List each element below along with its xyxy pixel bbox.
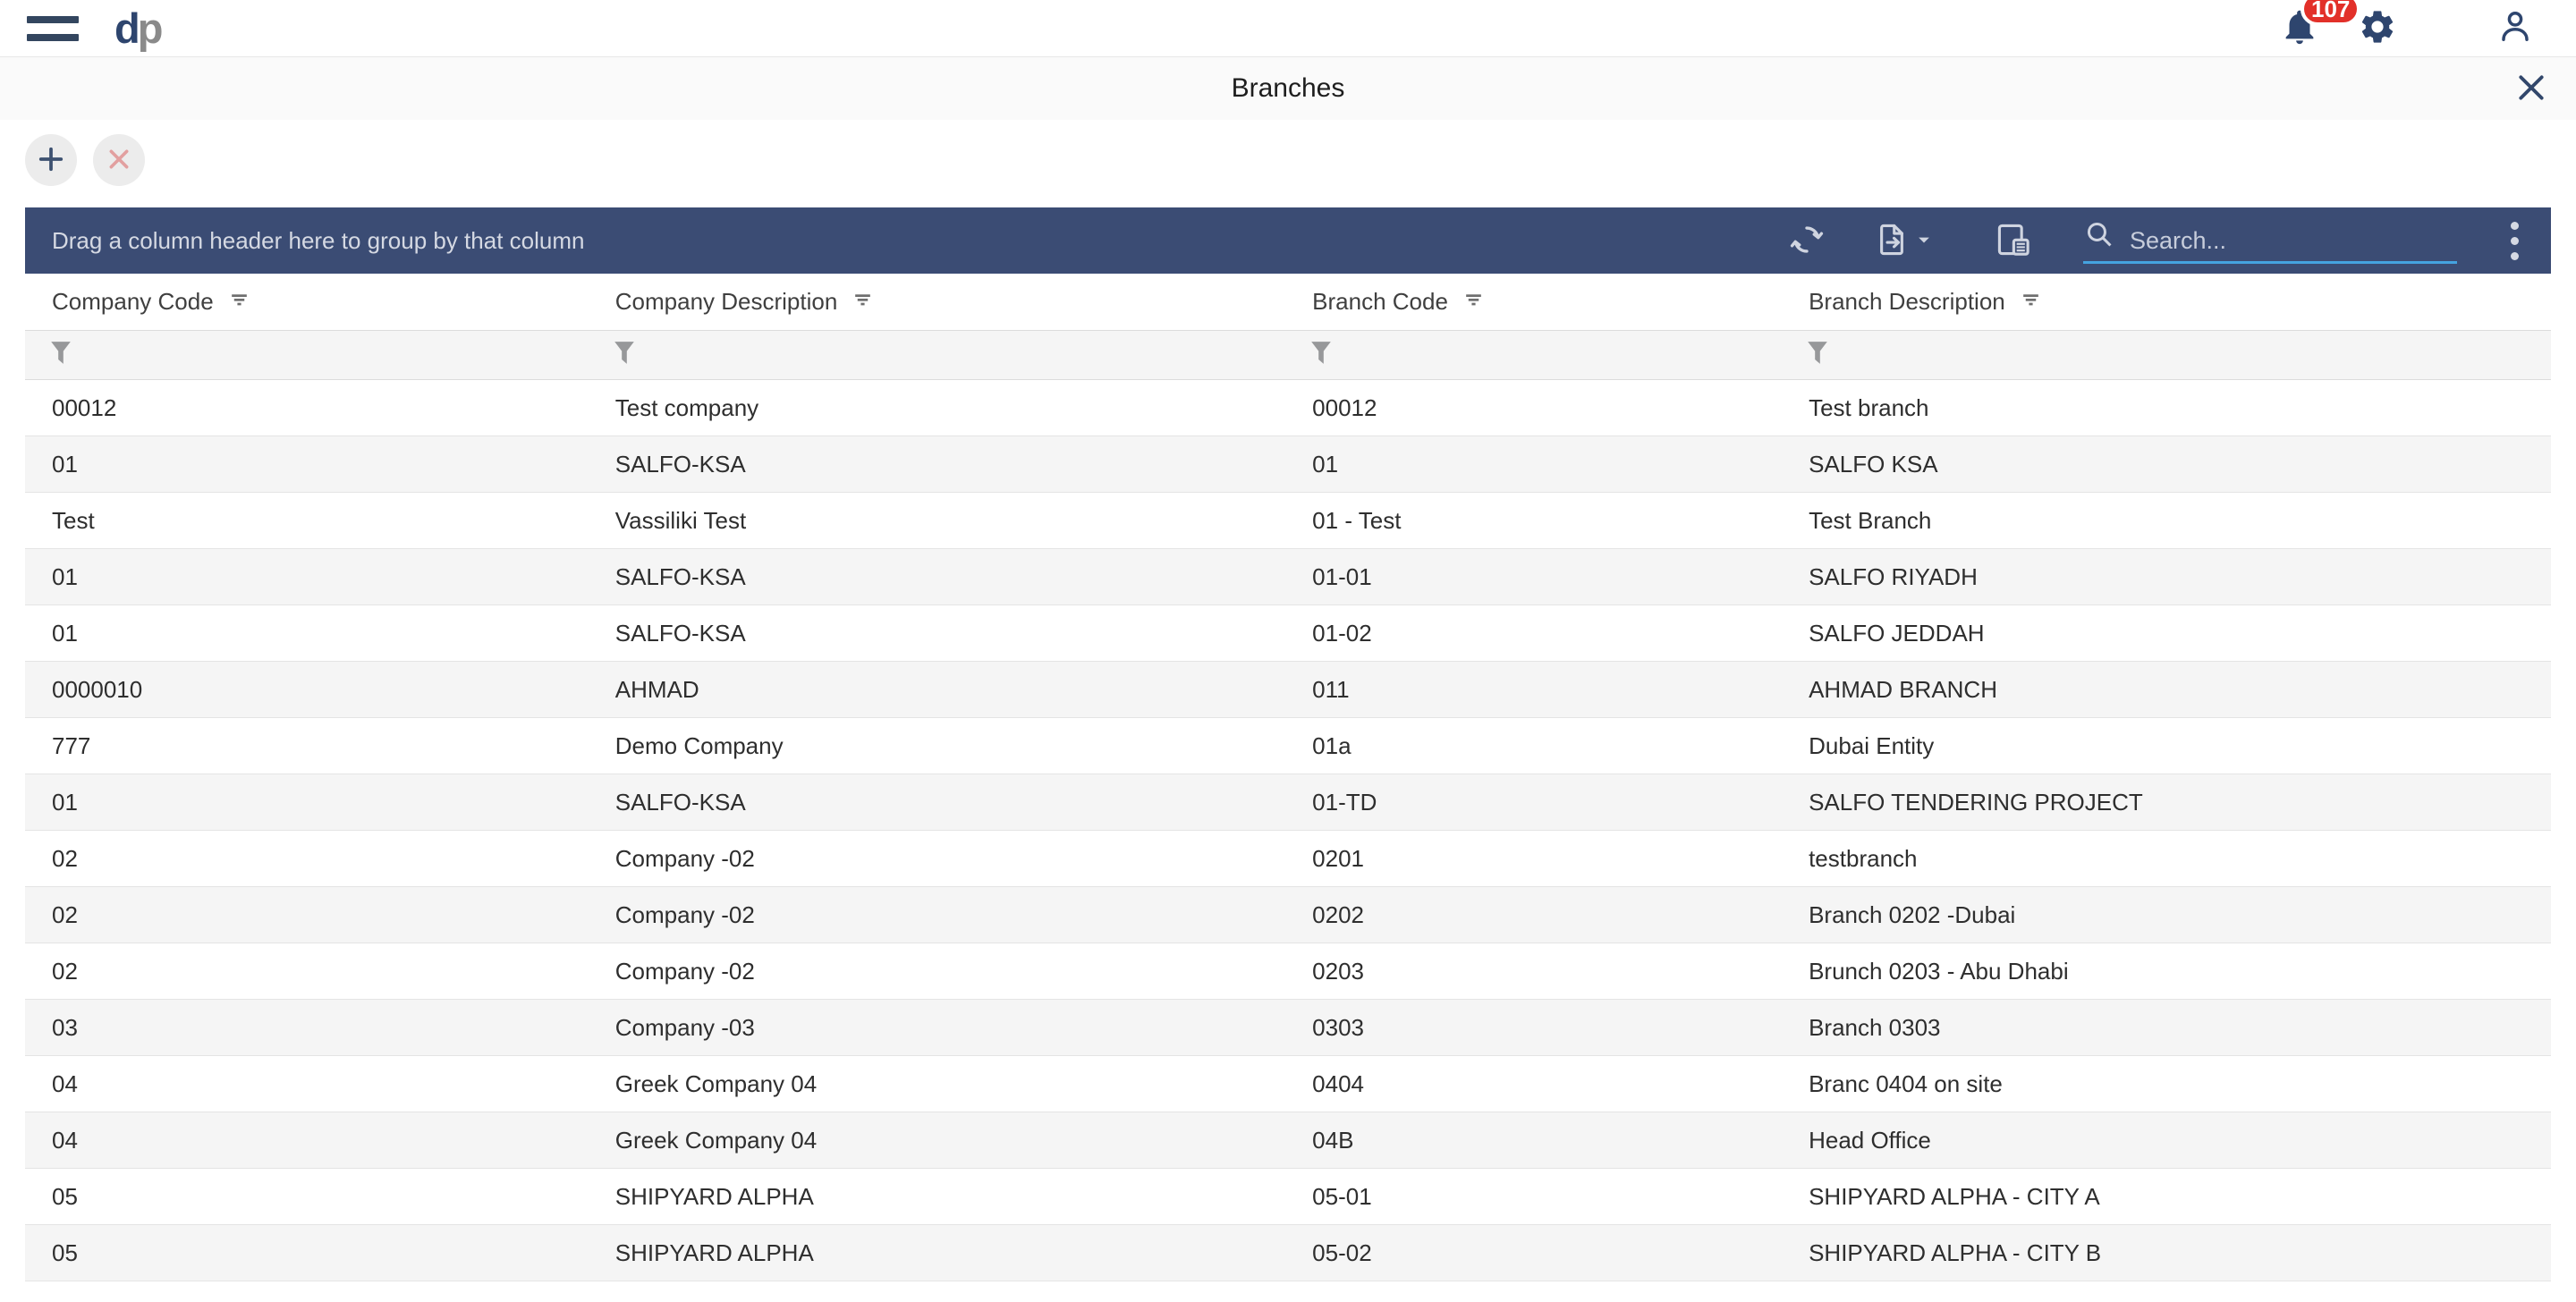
cell: SHIPYARD ALPHA — [614, 1239, 814, 1266]
app-logo — [114, 4, 161, 52]
cell: 05 — [52, 1182, 78, 1210]
grid-toolbar — [25, 207, 2551, 274]
table-row[interactable] — [25, 831, 2551, 887]
cell: Company -02 — [614, 957, 755, 985]
action-button-row — [25, 134, 2551, 186]
filter-cell-branch-code[interactable] — [1285, 341, 1782, 369]
cell: 011 — [1312, 675, 1350, 703]
settings-button[interactable] — [2358, 7, 2397, 49]
search-box — [2083, 218, 2457, 264]
table-header-row — [25, 274, 2551, 331]
delete-record-button[interactable] — [93, 134, 145, 186]
search-icon — [2083, 218, 2115, 255]
kebab-menu-icon[interactable] — [2502, 218, 2528, 264]
cell: 01-TD — [1312, 788, 1377, 816]
filter-row — [25, 331, 2551, 380]
refresh-icon — [1788, 221, 1826, 261]
column-header-branch-code[interactable] — [1285, 288, 1782, 317]
user-profile-icon — [2496, 7, 2535, 49]
funnel-filter-icon[interactable] — [1310, 341, 1332, 369]
cell: SALFO-KSA — [614, 788, 746, 816]
search-input[interactable] — [2130, 227, 2425, 255]
cell: SHIPYARD ALPHA - CITY A — [1809, 1182, 2100, 1210]
table-row[interactable] — [25, 605, 2551, 662]
table-row[interactable] — [25, 1169, 2551, 1225]
cell: SALFO-KSA — [614, 619, 746, 647]
cell: Test branch — [1809, 393, 1929, 421]
cell: Brunch 0203 - Abu Dhabi — [1809, 957, 2069, 985]
cell: 02 — [52, 844, 78, 872]
plus-icon — [35, 143, 67, 178]
cell: AHMAD — [614, 675, 699, 703]
cell: testbranch — [1809, 844, 1918, 872]
cell: 0202 — [1312, 900, 1365, 928]
column-header-label: Branch Description — [1809, 288, 2005, 315]
cell: 01-02 — [1312, 619, 1372, 647]
column-header-branch-description[interactable] — [1782, 288, 2551, 317]
cell: SHIPYARD ALPHA — [614, 1182, 814, 1210]
cell: 01 — [52, 788, 78, 816]
table-row[interactable] — [25, 887, 2551, 943]
funnel-filter-icon[interactable] — [50, 341, 72, 369]
table-row[interactable] — [25, 380, 2551, 436]
column-header-label: Branch Code — [1312, 288, 1448, 315]
funnel-filter-icon[interactable] — [614, 341, 635, 369]
column-chooser-icon — [1994, 220, 2033, 262]
cell: 05-02 — [1312, 1239, 1372, 1266]
export-icon — [1872, 220, 1911, 262]
close-page-button[interactable] — [2513, 70, 2549, 108]
column-header-company-description[interactable] — [589, 288, 1285, 317]
cell: 0201 — [1312, 844, 1365, 872]
logo-letter-d: d — [114, 4, 138, 52]
header-filter-icon[interactable] — [228, 288, 250, 317]
cell: 02 — [52, 900, 78, 928]
table-row[interactable] — [25, 943, 2551, 1000]
cell: SALFO RIYADH — [1809, 562, 1978, 590]
funnel-filter-icon[interactable] — [1807, 341, 1828, 369]
table-row[interactable] — [25, 1112, 2551, 1169]
cell: 04 — [52, 1126, 78, 1154]
cell: 0303 — [1312, 1013, 1365, 1041]
header-filter-icon[interactable] — [2020, 288, 2042, 317]
cell: 01 - Test — [1312, 506, 1402, 534]
cell: 0000010 — [52, 675, 143, 703]
title-bar — [0, 57, 2576, 120]
cell: SALFO TENDERING PROJECT — [1809, 788, 2143, 816]
hamburger-menu-icon[interactable] — [27, 16, 79, 41]
cell: 03 — [52, 1013, 78, 1041]
cell: Branc 0404 on site — [1809, 1070, 2003, 1097]
column-header-company-code[interactable] — [25, 288, 589, 317]
cell: 05-01 — [1312, 1182, 1372, 1210]
cell: 01 — [52, 450, 78, 478]
cell: 01 — [52, 619, 78, 647]
notifications-button[interactable] — [2279, 0, 2351, 50]
main-content — [0, 120, 2576, 1281]
cell: Branch 0202 -Dubai — [1809, 900, 2016, 928]
cell: Company -02 — [614, 900, 755, 928]
table-row[interactable] — [25, 774, 2551, 831]
filter-cell-branch-description[interactable] — [1782, 341, 2551, 369]
cell: SHIPYARD ALPHA - CITY B — [1809, 1239, 2102, 1266]
page-title: Branches — [1231, 73, 1345, 103]
branches-data-grid — [25, 207, 2551, 1281]
header-filter-icon[interactable] — [852, 288, 874, 317]
cell: Company -02 — [614, 844, 755, 872]
cell: Company -03 — [614, 1013, 755, 1041]
cell: 0404 — [1312, 1070, 1365, 1097]
cell: Demo Company — [614, 731, 784, 759]
notification-badge: 107 — [2301, 0, 2360, 26]
table-row[interactable] — [25, 493, 2551, 549]
top-navbar — [0, 0, 2576, 57]
cell: Head Office — [1809, 1126, 1931, 1154]
cell: 01-01 — [1312, 562, 1372, 590]
table-row[interactable] — [25, 436, 2551, 493]
cell: 04B — [1312, 1126, 1354, 1154]
cell: 04 — [52, 1070, 78, 1097]
table-row[interactable] — [25, 1225, 2551, 1281]
cell: SALFO JEDDAH — [1809, 619, 1985, 647]
cell: Test — [52, 506, 95, 534]
cell: Branch 0303 — [1809, 1013, 1941, 1041]
cell: SALFO-KSA — [614, 562, 746, 590]
cell: 777 — [52, 731, 91, 759]
cell: 05 — [52, 1239, 78, 1266]
export-button[interactable] — [1872, 220, 1936, 262]
cell: 01a — [1312, 731, 1352, 759]
filter-cell-company-description[interactable] — [589, 341, 1285, 369]
settings-gear-icon — [2358, 7, 2397, 49]
cell: Greek Company 04 — [614, 1070, 818, 1097]
cell: Greek Company 04 — [614, 1126, 818, 1154]
export-caret-icon — [1911, 227, 1936, 255]
cell: 01 — [1312, 450, 1339, 478]
logo-letter-p: p — [137, 4, 161, 52]
cell: Test Branch — [1809, 506, 1932, 534]
column-header-label: Company Description — [614, 288, 838, 315]
cell: 02 — [52, 957, 78, 985]
cell: 00012 — [52, 393, 117, 421]
table-row[interactable] — [25, 1056, 2551, 1112]
cell: Dubai Entity — [1809, 731, 1935, 759]
refresh-button[interactable] — [1788, 221, 1826, 261]
column-chooser-button[interactable] — [1994, 220, 2033, 262]
table-row[interactable] — [25, 718, 2551, 774]
cell: SALFO KSA — [1809, 450, 1938, 478]
cell: 01 — [52, 562, 78, 590]
cell: 00012 — [1312, 393, 1377, 421]
cell: Test company — [614, 393, 759, 421]
header-filter-icon[interactable] — [1462, 288, 1485, 317]
user-profile-button[interactable] — [2496, 7, 2535, 49]
cell: Vassiliki Test — [614, 506, 747, 534]
filter-cell-company-code[interactable] — [25, 341, 589, 369]
column-header-label: Company Code — [52, 288, 214, 315]
group-panel-hint[interactable]: Drag a column header here to group by that column — [52, 226, 585, 254]
table-row[interactable] — [25, 549, 2551, 605]
delete-x-icon — [105, 145, 133, 176]
cell: 0203 — [1312, 957, 1365, 985]
cell: SALFO-KSA — [614, 450, 746, 478]
add-record-button[interactable] — [25, 134, 77, 186]
table-row[interactable] — [25, 1000, 2551, 1056]
table-row[interactable] — [25, 662, 2551, 718]
close-icon — [2513, 95, 2549, 108]
table-body — [25, 380, 2551, 1281]
cell: AHMAD BRANCH — [1809, 675, 1997, 703]
